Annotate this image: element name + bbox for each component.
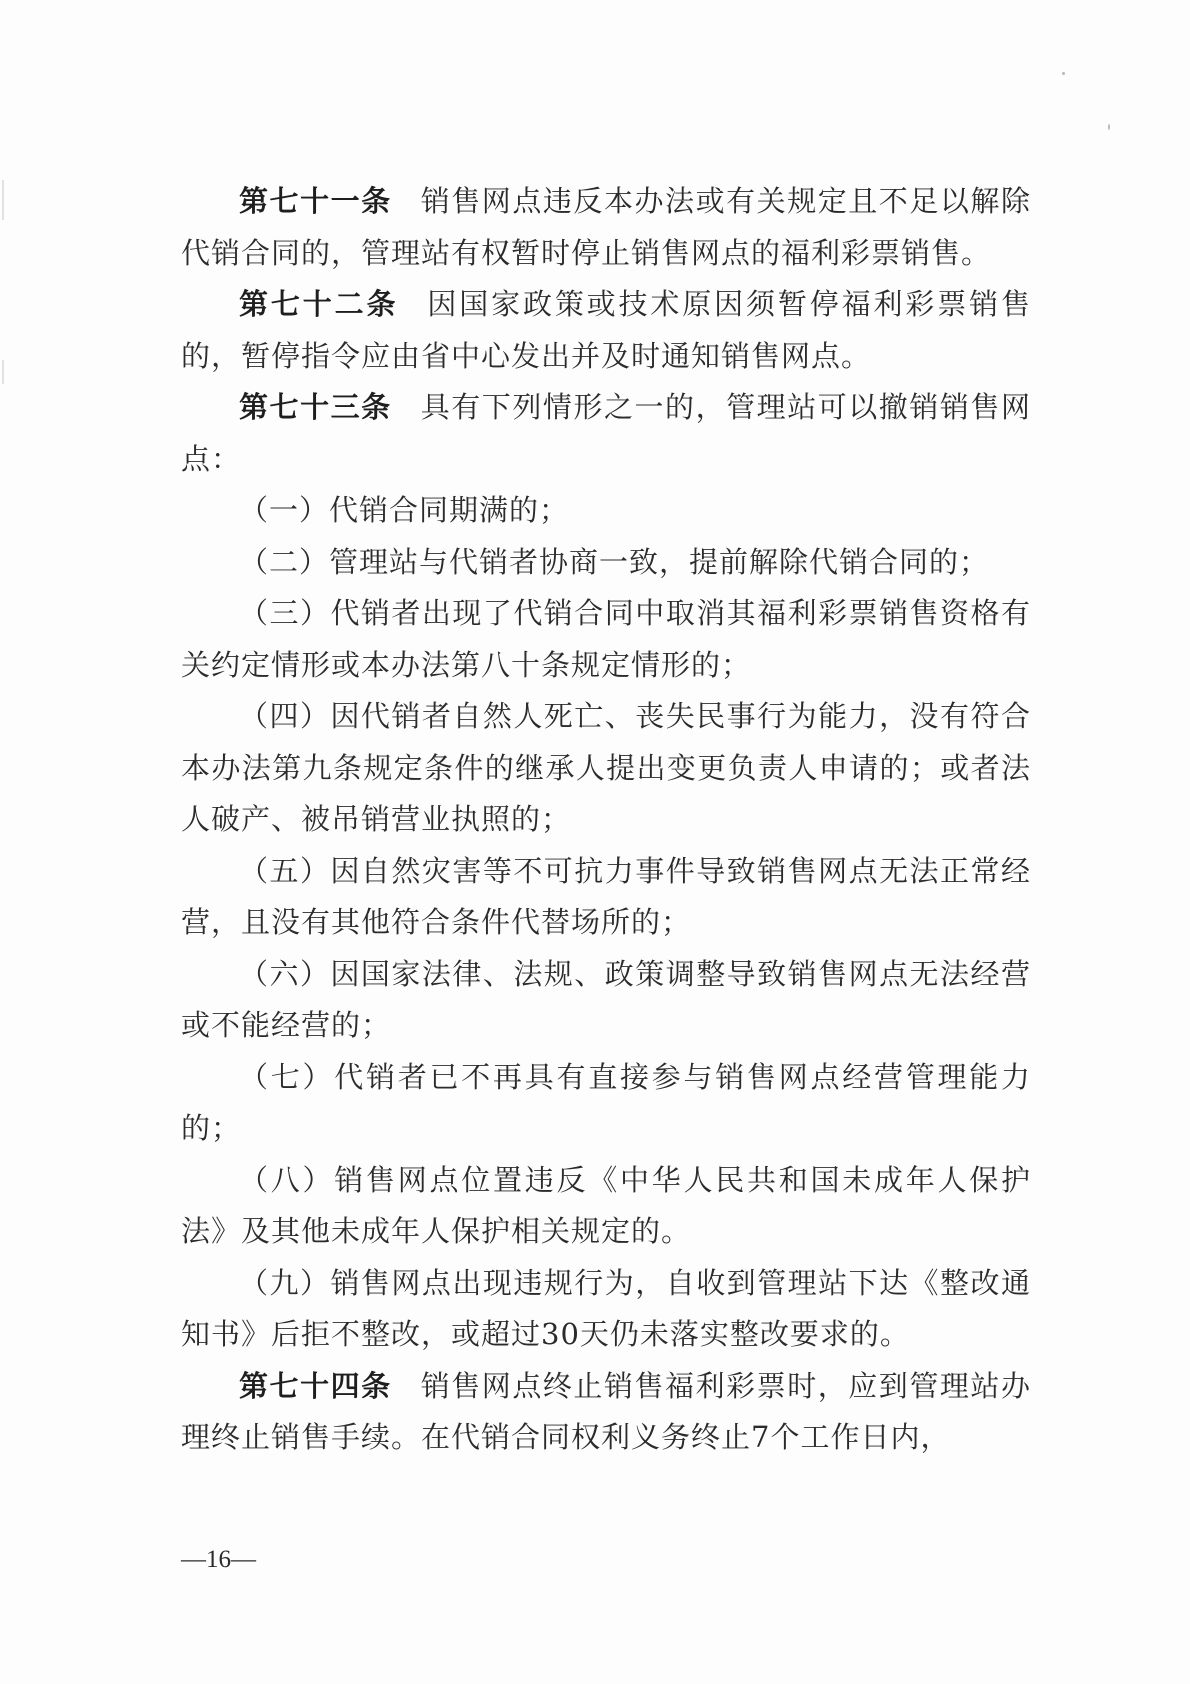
article-heading: 第七十一条 bbox=[239, 184, 392, 218]
list-item-text: （六）因国家法律、法规、政策调整导致销售网点无法经营或不能经营的； bbox=[181, 956, 1031, 1042]
page-number: —16— bbox=[181, 1546, 256, 1573]
list-item-3 bbox=[181, 588, 1031, 691]
list-item-text: （一）代销合同期满的； bbox=[239, 493, 570, 527]
document-body bbox=[181, 176, 1031, 1464]
article-text: 销售网点终止销售福利彩票时，应到管理站办理终止销售手续。在代销合同权利义务终止7个工作日内， bbox=[181, 1368, 1031, 1454]
list-item-7 bbox=[181, 1052, 1031, 1155]
list-item-8 bbox=[181, 1155, 1031, 1258]
list-item-text: （九）销售网点出现违规行为，自收到管理站下达《整改通知书》后拒不整改，或超过30天仍未落实整改要求的。 bbox=[181, 1265, 1031, 1351]
article-heading: 第七十二条 bbox=[239, 287, 399, 321]
list-item-text: （五）因自然灾害等不可抗力事件导致销售网点无法正常经营，且没有其他符合条件代替场所的； bbox=[181, 853, 1031, 939]
list-item-1 bbox=[181, 485, 1031, 537]
list-item-5 bbox=[181, 846, 1031, 949]
scan-speck bbox=[1062, 72, 1065, 75]
article-text: 具有下列情形之一的，管理站可以撤销销售网点： bbox=[181, 390, 1031, 476]
article-74 bbox=[181, 1361, 1031, 1464]
scan-edge-mark bbox=[2, 360, 4, 384]
list-item-6 bbox=[181, 949, 1031, 1052]
list-item-text: （二）管理站与代销者协商一致，提前解除代销合同的； bbox=[239, 544, 990, 579]
list-item-text: （七）代销者已不再具有直接参与销售网点经营管理能力的； bbox=[181, 1059, 1031, 1145]
article-heading: 第七十三条 bbox=[239, 390, 392, 424]
article-text: 销售网点违反本办法或有关规定且不足以解除代销合同的，管理站有权暂时停止销售网点的福利彩票销售。 bbox=[181, 184, 1031, 270]
scan-edge-mark bbox=[2, 180, 4, 220]
article-text: 因国家政策或技术原因须暂停福利彩票销售的，暂停指令应由省中心发出并及时通知销售网点。 bbox=[181, 287, 1031, 373]
list-item-4 bbox=[181, 691, 1031, 846]
scan-speck bbox=[1108, 124, 1110, 130]
article-72 bbox=[181, 279, 1031, 382]
list-item-text: （四）因代销者自然人死亡、丧失民事行为能力，没有符合本办法第九条规定条件的继承人提出变更负责人申请的；或者法人破产、被吊销营业执照的； bbox=[181, 699, 1031, 836]
article-71 bbox=[181, 176, 1031, 279]
list-item-text: （三）代销者出现了代销合同中取消其福利彩票销售资格有关约定情形或本办法第八十条规定情形的； bbox=[181, 596, 1031, 682]
list-item-2 bbox=[181, 537, 1031, 589]
list-item-9 bbox=[181, 1258, 1031, 1361]
article-73 bbox=[181, 382, 1031, 485]
list-item-text: （八）销售网点位置违反《中华人民共和国未成年人保护法》及其他未成年人保护相关规定的。 bbox=[181, 1162, 1031, 1248]
article-heading: 第七十四条 bbox=[239, 1368, 392, 1403]
